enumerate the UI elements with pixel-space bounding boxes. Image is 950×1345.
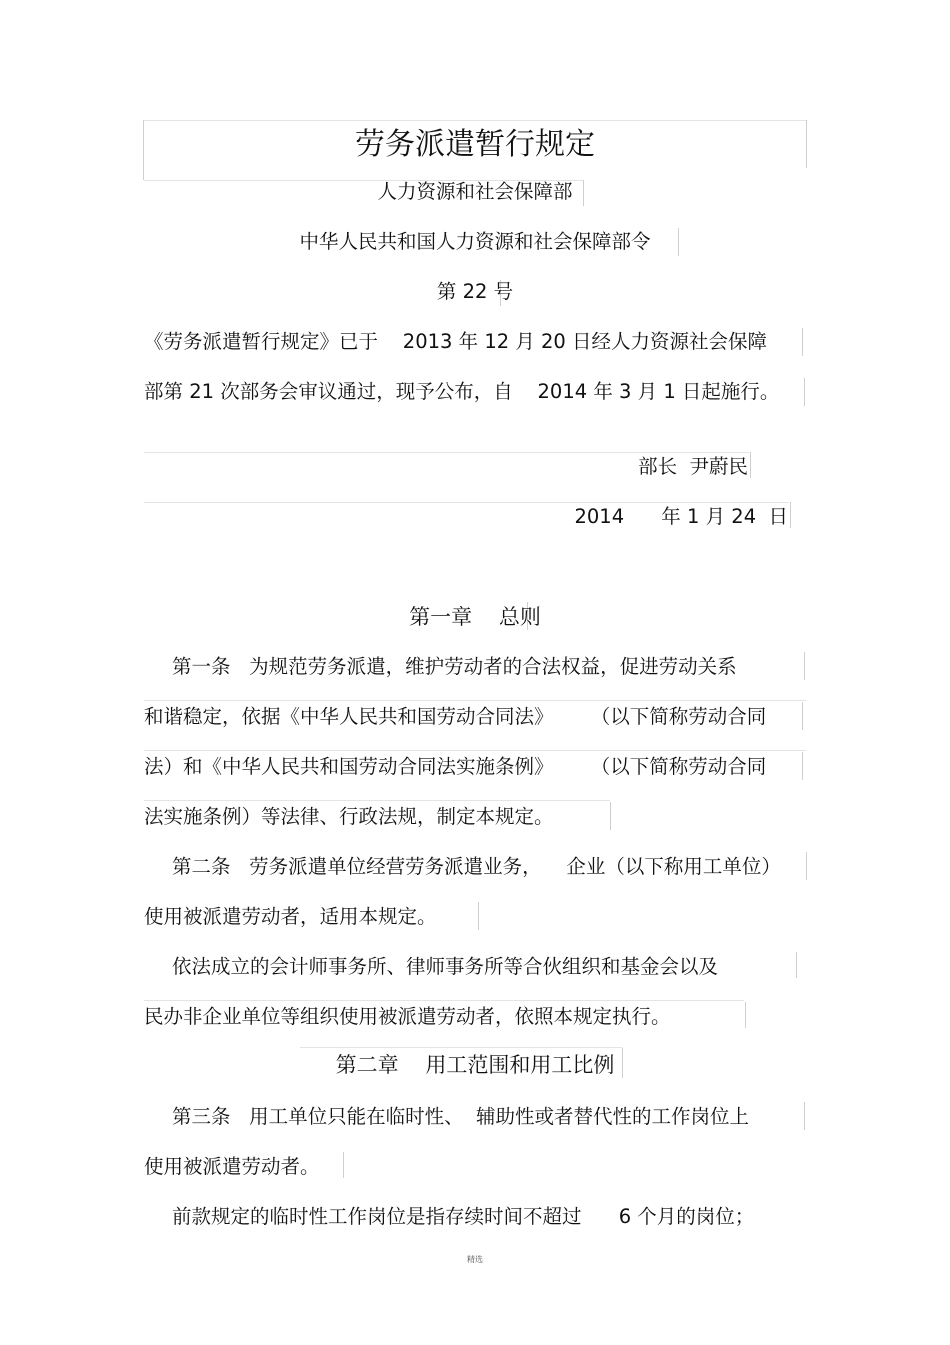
issuer-text: 人力资源和社会保障部: [377, 180, 573, 203]
paragraph-text: 第一条 为规范劳务派遣，维护劳动者的合法权益，促进劳动关系: [172, 655, 737, 678]
chapter-heading-text: 第一章 总则: [409, 605, 541, 629]
paragraph-line: [144, 847, 806, 887]
chapter-heading: [144, 597, 806, 637]
table-rule: [806, 852, 807, 880]
paragraph-text: 依法成立的会计师事务所、律师事务所等合伙组织和基金会以及: [172, 955, 719, 978]
signature-text: 部长 尹蔚民: [638, 455, 748, 478]
document-title: [144, 117, 806, 173]
paragraph-line: [144, 797, 806, 837]
table-rule: [806, 120, 807, 168]
signature: [144, 447, 806, 487]
paragraph-text: 使用被派遣劳动者，适用本规定。: [144, 905, 437, 928]
paragraph-text: 民办非企业单位等组织使用被派遣劳动者，依照本规定执行。: [144, 1005, 671, 1028]
order-number-text: 第 22 号: [436, 280, 514, 303]
paragraph-line: [144, 1197, 806, 1237]
paragraph-line: [144, 897, 806, 937]
preamble-text: 部第 21 次部务会审议通过，现予公布，自 2014 年 3 月 1 日起施行。: [144, 380, 780, 403]
issuer: [144, 172, 806, 212]
paragraph-line: [144, 947, 806, 987]
order-number: [144, 272, 806, 312]
issue-date: [144, 497, 806, 537]
preamble-text: 《劳务派遣暂行规定》已于 2013 年 12 月 20 日经人力资源社会保障: [144, 330, 768, 353]
paragraph-text: 前款规定的临时性工作岗位是指存续时间不超过 6 个月的岗位；: [172, 1205, 755, 1228]
document-title-text: 劳务派遣暂行规定: [355, 127, 595, 162]
order-name-text: 中华人民共和国人力资源和社会保障部令: [299, 230, 651, 253]
paragraph-line: [144, 697, 806, 737]
order-name: [144, 222, 806, 262]
paragraph-text: 使用被派遣劳动者。: [144, 1155, 320, 1178]
chapter-heading: [144, 1045, 806, 1085]
paragraph-line: [144, 647, 806, 687]
paragraph-line: [144, 997, 806, 1037]
preamble-line: [144, 372, 806, 412]
paragraph-text: 法实施条例）等法律、行政法规，制定本规定。: [144, 805, 554, 828]
paragraph-line: [144, 1147, 806, 1187]
preamble-line: [144, 322, 806, 362]
page-footer-mark: 精选: [467, 1255, 483, 1264]
paragraph-line: [144, 1097, 806, 1137]
chapter-heading-text: 第二章 用工范围和用工比例: [335, 1053, 615, 1077]
paragraph-text: 和谐稳定，依据《中华人民共和国劳动合同法》 （以下简称劳动合同: [144, 705, 767, 728]
issue-date-text: 2014 年 1 月 24 日: [574, 505, 788, 528]
paragraph-line: [144, 747, 806, 787]
paragraph-text: 第三条 用工单位只能在临时性、 辅助性或者替代性的工作岗位上: [172, 1105, 749, 1128]
paragraph-text: 法）和《中华人民共和国劳动合同法实施条例》 （以下简称劳动合同: [144, 755, 767, 778]
paragraph-text: 第二条 劳务派遣单位经营劳务派遣业务， 企业（以下称用工单位）: [172, 855, 781, 878]
